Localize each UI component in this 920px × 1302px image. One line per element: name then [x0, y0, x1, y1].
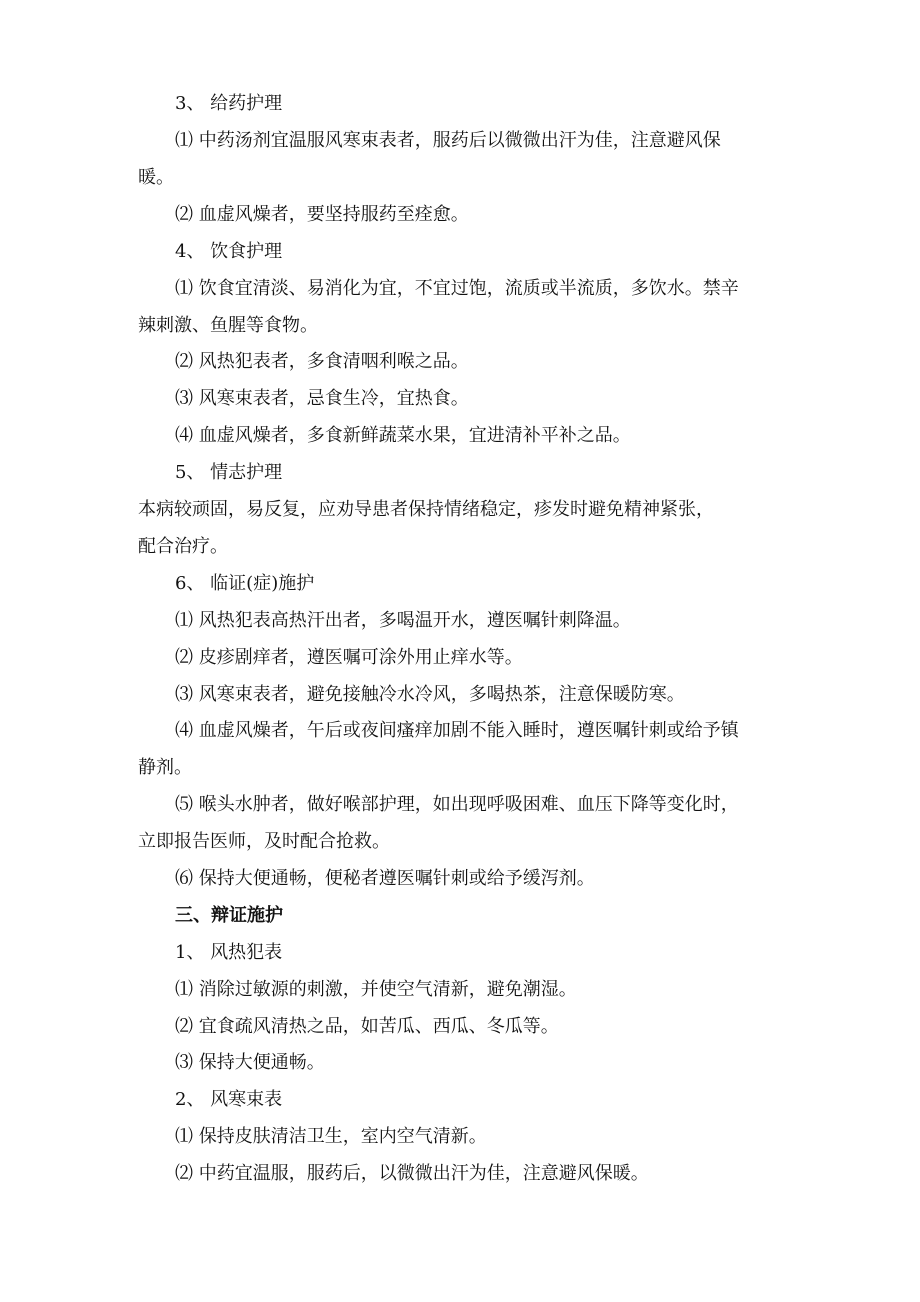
- paragraph-line: ⑶ 风寒束表者，忌食生冷，宜热食。: [175, 388, 469, 409]
- paragraph-line: ⑴ 保持皮肤清洁卫生，室内空气清新。: [175, 1126, 487, 1147]
- paragraph-line: ⑴ 饮食宜清淡、易消化为宜，不宜过饱，流质或半流质，多饮水。禁辛: [175, 278, 739, 299]
- paragraph-line: 本病较顽固，易反复，应劝导患者保持情绪稳定，疹发时避免精神紧张，: [138, 499, 714, 520]
- section-heading: 5、 情志护理: [175, 462, 283, 483]
- section-heading: 1、 风热犯表: [175, 942, 283, 963]
- paragraph-line: ⑴ 消除过敏源的刺激，并使空气清新，避免潮湿。: [175, 979, 577, 1000]
- paragraph-line: 静剂。: [138, 757, 192, 778]
- paragraph-line: ⑵ 中药宜温服，服药后，以微微出汗为佳，注意避风保暖。: [175, 1163, 649, 1184]
- paragraph-line: ⑶ 保持大便通畅。: [175, 1052, 325, 1073]
- section-heading: 2、 风寒束表: [175, 1089, 283, 1110]
- paragraph-line: ⑵ 血虚风燥者，要坚持服药至痊愈。: [175, 204, 469, 225]
- paragraph-line: ⑴ 中药汤剂宜温服风寒束表者，服药后以微微出汗为佳，注意避风保: [175, 130, 721, 151]
- paragraph-line: ⑴ 风热犯表高热汗出者，多喝温开水，遵医嘱针刺降温。: [175, 610, 631, 631]
- paragraph-line: 辣刺激、鱼腥等食物。: [138, 315, 318, 336]
- paragraph-line: ⑷ 血虚风燥者，午后或夜间瘙痒加剧不能入睡时，遵医嘱针刺或给予镇: [175, 720, 739, 741]
- paragraph-line: 暖。: [138, 167, 174, 188]
- paragraph-line: ⑷ 血虚风燥者，多食新鲜蔬菜水果，宜进清补平补之品。: [175, 425, 631, 446]
- chapter-heading: 三、辩证施护: [175, 905, 283, 926]
- paragraph-line: ⑵ 皮疹剧痒者，遵医嘱可涂外用止痒水等。: [175, 647, 523, 668]
- paragraph-line: ⑸ 喉头水肿者，做好喉部护理，如出现呼吸困难、血压下降等变化时，: [175, 794, 739, 815]
- paragraph-line: 立即报告医师，及时配合抢救。: [138, 831, 390, 852]
- paragraph-line: ⑶ 风寒束表者，避免接触冷水冷风，多喝热茶，注意保暖防寒。: [175, 684, 685, 705]
- paragraph-line: ⑵ 宜食疏风清热之品，如苦瓜、西瓜、冬瓜等。: [175, 1016, 559, 1037]
- section-heading: 3、 给药护理: [175, 93, 283, 114]
- section-heading: 4、 饮食护理: [175, 241, 283, 262]
- paragraph-line: ⑹ 保持大便通畅，便秘者遵医嘱针刺或给予缓泻剂。: [175, 868, 595, 889]
- section-heading: 6、 临证(症)施护: [175, 573, 315, 594]
- paragraph-line: 配合治疗。: [138, 536, 228, 557]
- paragraph-line: ⑵ 风热犯表者，多食清咽利喉之品。: [175, 351, 469, 372]
